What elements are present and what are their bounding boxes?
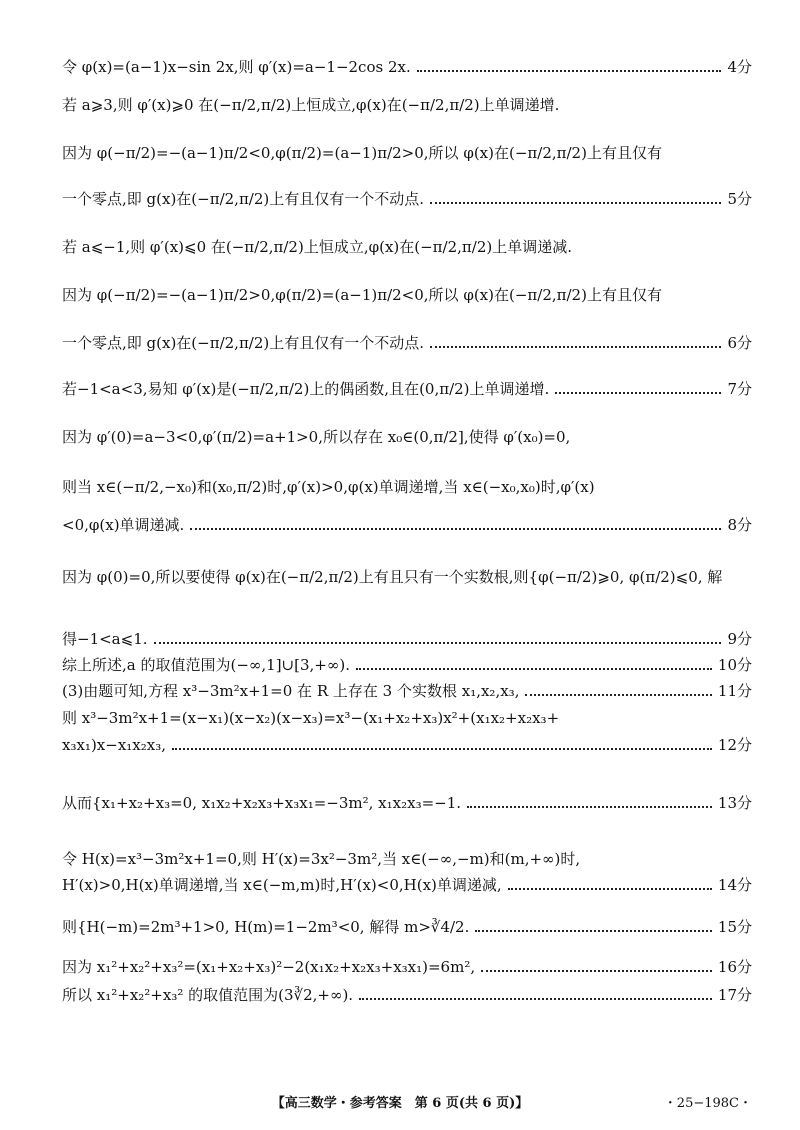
dot-leader [467,806,712,808]
line-text: 因为 φ(0)=0,所以要使得 φ(x)在(−π/2,π/2)上有且只有一个实数根,则{φ(−π/2)⩾0, φ(π/2)⩽0, 解 [62,568,723,586]
score: 15分 [717,918,752,936]
solution-line-3 [62,144,752,162]
solution-line-22 [62,958,752,976]
line-text: 若−1<a<3,易知 φ′(x)是(−π/2,π/2)上的偶函数,且在(0,π/2)上单调递增. [62,380,550,398]
solution-line-17 [62,736,752,754]
dot-leader [190,528,721,530]
dot-leader [508,888,712,890]
dot-leader [154,642,722,644]
score: 13分 [717,794,752,812]
line-text: 所以 x₁²+x₂²+x₃² 的取值范围为(3∛2,+∞). [62,986,354,1004]
line-text: 因为 φ(−π/2)=−(a−1)π/2<0,φ(π/2)=(a−1)π/2>0,所以 φ(x)在(−π/2,π/2)上有且仅有 [62,144,662,162]
dot-leader [417,70,722,72]
dot-leader [430,202,721,204]
solution-line-9 [62,428,752,446]
score: 12分 [717,736,752,754]
line-text: 则当 x∈(−π/2,−x₀)和(x₀,π/2)时,φ′(x)>0,φ(x)单调递增,当 x∈(−x₀,x₀)时,φ′(x) [62,478,595,496]
line-text: 因为 φ′(0)=a−3<0,φ′(π/2)=a+1>0,所以存在 x₀∈(0,π/2],使得 φ′(x₀)=0, [62,428,571,446]
footer-page-info: 【高三数学・参考答案 第 6 页(共 6 页)】 [271,1096,529,1111]
score: 6分 [727,334,752,352]
score: 14分 [717,876,752,894]
line-text: (3)由题可知,方程 x³−3m²x+1=0 在 R 上存在 3 个实数根 x₁,x₂,x₃, [62,682,520,700]
dot-leader [481,970,712,972]
score: 11分 [717,682,752,700]
dot-leader [172,748,712,750]
line-text: <0,φ(x)单调递减. [62,516,185,534]
solution-line-18 [62,794,752,812]
score: 4分 [727,58,752,76]
dot-leader [475,930,712,932]
line-text: 则 x³−3m²x+1=(x−x₁)(x−x₂)(x−x₃)=x³−(x₁+x₂+x₃)x²+(x₁x₂+x₂x₃+ [62,709,560,727]
solution-line-5 [62,238,752,256]
line-text: 一个零点,即 g(x)在(−π/2,π/2)上有且仅有一个不动点. [62,190,425,208]
solution-line-12 [62,568,752,586]
line-text: 若 a⩾3,则 φ′(x)⩾0 在(−π/2,π/2)上恒成立,φ(x)在(−π/2,π/2)上单调递增. [62,96,560,114]
line-text: 得−1<a⩽1. [62,630,148,648]
solution-line-2 [62,96,752,114]
line-text: 因为 x₁²+x₂²+x₃²=(x₁+x₂+x₃)²−2(x₁x₂+x₂x₃+x₃x₁)=6m², [62,958,476,976]
solution-line-10 [62,478,752,496]
solution-line-14 [62,656,752,674]
solution-line-23 [62,986,752,1004]
solution-line-11 [62,516,752,534]
solution-line-7 [62,334,752,352]
dot-leader [525,694,711,696]
solution-line-19 [62,850,752,868]
line-text: x₃x₁)x−x₁x₂x₃, [62,736,167,754]
solution-line-21 [62,918,752,936]
line-text: H′(x)>0,H(x)单调递增,当 x∈(−m,m)时,H′(x)<0,H(x)单调递减, [62,876,502,894]
score: 7分 [727,380,752,398]
score: 16分 [717,958,752,976]
dot-leader [555,392,721,394]
line-text: 综上所述,a 的取值范围为(−∞,1]∪[3,+∞). [62,656,350,674]
solution-line-15 [62,682,752,700]
footer-code: ・25−198C・ [663,1096,752,1111]
dot-leader [430,346,721,348]
score: 8分 [727,516,752,534]
score: 5分 [727,190,752,208]
line-text: 若 a⩽−1,则 φ′(x)⩽0 在(−π/2,π/2)上恒成立,φ(x)在(−π/2,π/2)上单调递减. [62,238,572,256]
line-text: 令 H(x)=x³−3m²x+1=0,则 H′(x)=3x²−3m²,当 x∈(−∞,−m)和(m,+∞)时, [62,850,581,868]
score: 9分 [727,630,752,648]
solution-line-4 [62,190,752,208]
line-text: 则{H(−m)=2m³+1>0, H(m)=1−2m³<0, 解得 m>∛4/2. [62,918,470,936]
score: 10分 [717,656,752,674]
score: 17分 [717,986,752,1004]
line-text: 因为 φ(−π/2)=−(a−1)π/2>0,φ(π/2)=(a−1)π/2<0,所以 φ(x)在(−π/2,π/2)上有且仅有 [62,286,662,304]
solution-line-16 [62,709,752,727]
solution-line-20 [62,876,752,894]
dot-leader [359,998,712,1000]
solution-line-13 [62,630,752,648]
solution-line-8 [62,380,752,398]
line-text: 从而{x₁+x₂+x₃=0, x₁x₂+x₂x₃+x₃x₁=−3m², x₁x₂x₃=−1. [62,794,462,812]
solution-line-1 [62,58,752,76]
solution-line-6 [62,286,752,304]
dot-leader [356,668,712,670]
line-text: 令 φ(x)=(a−1)x−sin 2x,则 φ′(x)=a−1−2cos 2x. [62,58,411,76]
line-text: 一个零点,即 g(x)在(−π/2,π/2)上有且仅有一个不动点. [62,334,425,352]
